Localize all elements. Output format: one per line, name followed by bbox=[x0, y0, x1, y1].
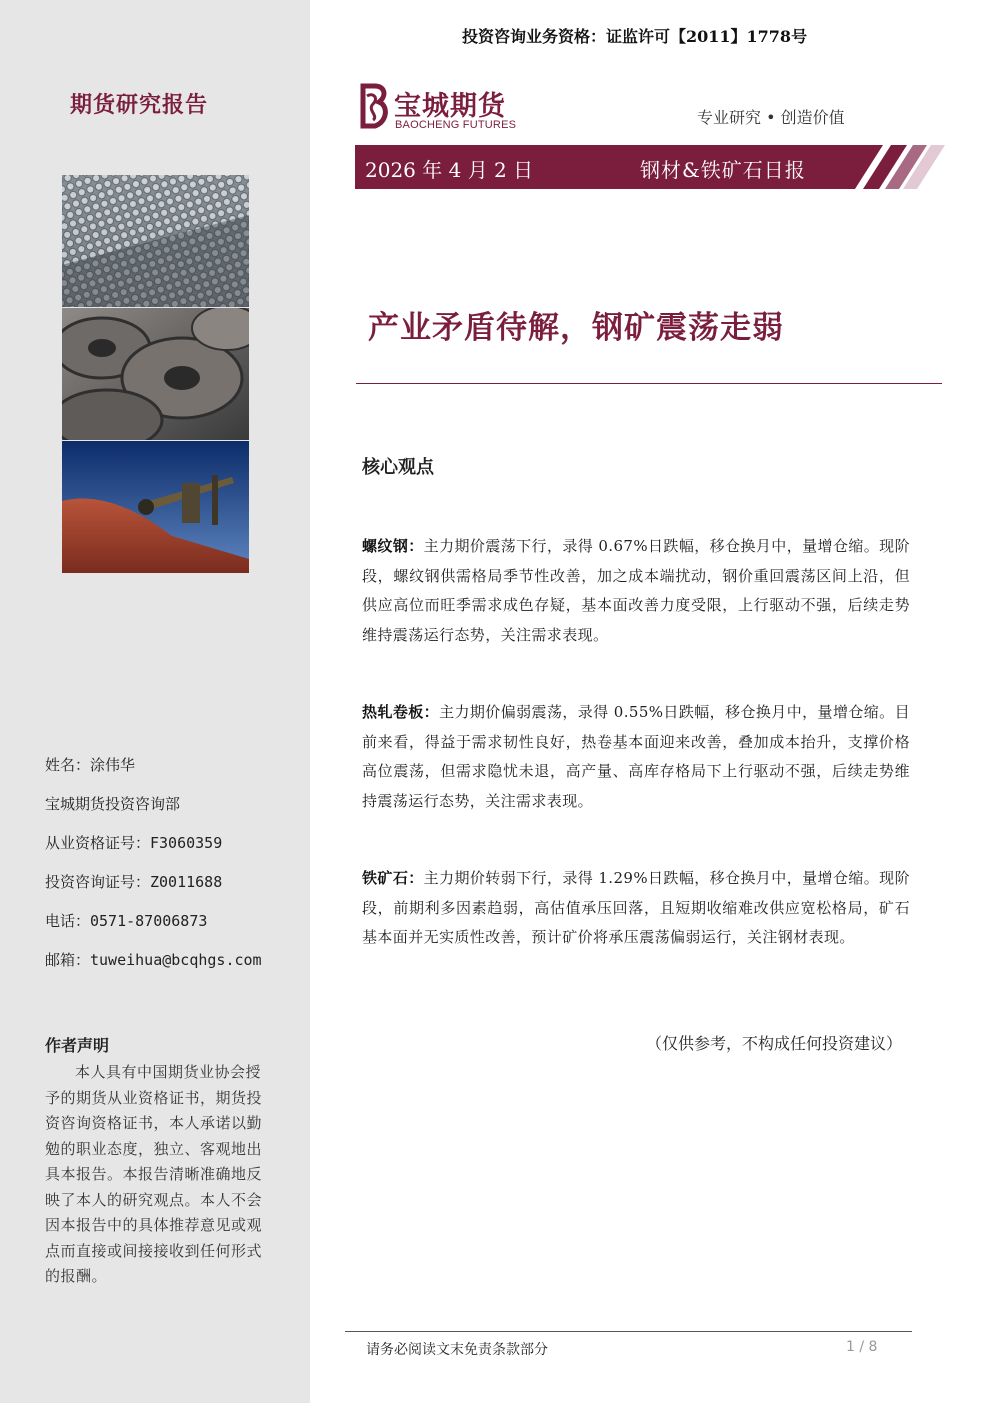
iron-ore-stacker-photo bbox=[62, 441, 249, 573]
paragraph-rebar bbox=[362, 532, 910, 650]
report-name: 钢材&铁矿石日报 bbox=[640, 158, 806, 182]
disclaimer-note: （仅供参考，不构成任何投资建议） bbox=[646, 1034, 903, 1053]
author-department: 宝城期货投资咨询部 bbox=[45, 795, 181, 813]
logo-chinese-name: 宝城期货 bbox=[394, 91, 506, 122]
report-date: 2026 年 4 月 2 日 bbox=[365, 158, 534, 182]
company-logo bbox=[357, 82, 527, 134]
footer-divider bbox=[345, 1331, 912, 1332]
sidebar bbox=[0, 0, 310, 1403]
declaration-body: 本人具有中国期货业协会授予的期货从业资格证书，期货投资咨询资格证书，本人承诺以勤勉的职业态度，独立、客观地出具本报告。本报告清晰准确地反映了本人的研究观点。本人不会因本报告中的具体推荐意见或观点而直接或间接接收到任何形式的报酬。 bbox=[45, 1063, 263, 1285]
footer-notice: 请务必阅读文末免责条款部分 bbox=[366, 1342, 548, 1358]
report-banner bbox=[355, 145, 945, 189]
paragraph-text-hot-rolled-coil: 主力期价偏弱震荡，录得 0.55%日跌幅，移仓换月中，量增仓缩。目前来看，得益于需求韧性良好，热卷基本面迎来改善，叠加成本抬升，支撑价格高位震荡，但需求隐忧未退，高产量、高库存格局下上行驱动不强，后续走势维持震荡运行态势，关注需求表现。 bbox=[362, 703, 910, 810]
steel-coil-photo bbox=[62, 308, 249, 440]
author-email[interactable]: 邮箱：tuweihua@bcqhgs.com bbox=[45, 951, 262, 969]
slogan: 专业研究 • 创造价值 bbox=[697, 108, 845, 127]
author-qualification-number: 从业资格证号：F3060359 bbox=[45, 834, 223, 852]
page-number: 1 / 8 bbox=[846, 1339, 878, 1355]
report-type-label: 期货研究报告 bbox=[70, 92, 209, 118]
paragraph-lead-rebar: 螺纹钢： bbox=[362, 537, 424, 555]
paragraph-text-rebar: 主力期价震荡下行，录得 0.67%日跌幅，移仓换月中，量增仓缩。现阶段，螺纹钢供需格局季节性改善，加之成本端扰动，钢价重回震荡区间上沿，但供应高位而旺季需求成色存疑，基本面改善力度受限，上行驱动不强，后续走势维持震荡运行态势，关注需求表现。 bbox=[362, 537, 910, 644]
paragraph-text-iron-ore: 主力期价转弱下行，录得 1.29%日跌幅，移仓换月中，量增仓缩。现阶段，前期利多因素趋弱，高估值承压回落，且短期收缩难改供应宽松格局，矿石基本面并无实质性改善，预计矿价将承压震荡偏弱运行，关注钢材表现。 bbox=[362, 869, 910, 946]
author-advisory-number: 投资咨询证号：Z0011688 bbox=[45, 873, 223, 891]
paragraph-lead-iron-ore: 铁矿石： bbox=[362, 869, 424, 887]
baocheng-logo-icon bbox=[357, 82, 391, 134]
author-info bbox=[45, 753, 262, 987]
author-name: 姓名：涂伟华 bbox=[45, 756, 136, 774]
paragraph-iron-ore bbox=[362, 864, 910, 953]
logo-english-name: BAOCHENG FUTURES bbox=[395, 119, 517, 131]
declaration-title: 作者声明 bbox=[45, 1036, 110, 1055]
report-headline: 产业矛盾待解，钢矿震荡走弱 bbox=[368, 310, 784, 346]
section-title-core-views: 核心观点 bbox=[362, 457, 434, 478]
headline-divider bbox=[356, 383, 942, 384]
paragraph-hot-rolled-coil bbox=[362, 698, 910, 816]
paragraph-lead-hot-rolled-coil: 热轧卷板： bbox=[362, 703, 440, 721]
author-phone: 电话：0571-87006873 bbox=[45, 912, 208, 930]
steel-rebar-photo bbox=[62, 175, 249, 307]
license-statement: 投资咨询业务资格：证监许可【2011】1778号 bbox=[462, 27, 808, 46]
